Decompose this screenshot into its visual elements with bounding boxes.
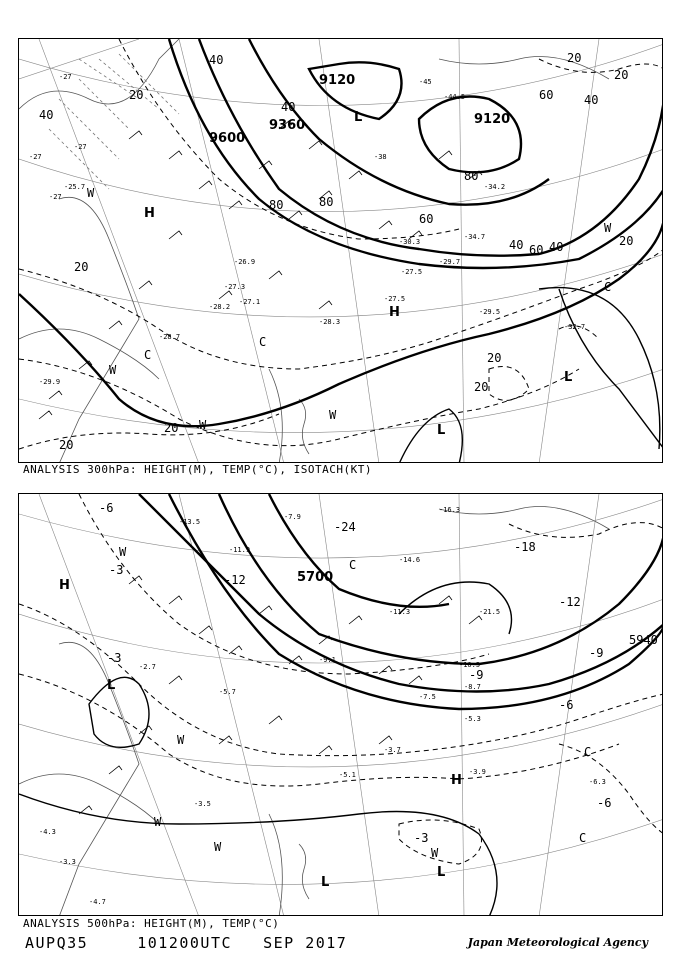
height-label: 5940	[629, 633, 658, 647]
temp-label: -27	[59, 73, 72, 81]
isotach-label: 20	[487, 351, 502, 365]
low-center: L	[437, 423, 446, 438]
coastlines	[19, 507, 612, 917]
isotherm-label: -12	[224, 573, 246, 587]
isotach-label: 20	[474, 380, 489, 394]
temp-label: -27.1	[239, 298, 261, 306]
isotach-label: 60	[419, 212, 434, 226]
chart-500hpa	[18, 493, 663, 916]
temp-label: -29.7	[439, 258, 461, 266]
warm-center: W	[177, 733, 185, 747]
isotherm-label: -3	[107, 651, 122, 665]
height-label: 5700	[297, 570, 334, 585]
isotach-label: 40	[549, 240, 564, 254]
isotach-label: 60	[539, 88, 554, 102]
isotach-label: 80	[269, 198, 284, 212]
isotach-label: 40	[509, 238, 524, 252]
temp-label: -21.5	[479, 608, 501, 616]
caption-300hpa: ANALYSIS 300hPa: HEIGHT(M), TEMP(°C), ISOTACH(KT)	[23, 463, 373, 476]
isotach-label: 20	[619, 234, 634, 248]
temp-label: -3.9	[469, 768, 486, 776]
isotach-label: 40	[209, 53, 224, 67]
isotach-label: 80	[319, 195, 334, 209]
cold-center: C	[259, 335, 267, 349]
low-center: L	[107, 678, 116, 693]
temp-label: -14.6	[399, 556, 421, 564]
isotach-label: 60	[529, 243, 544, 257]
low-center: L	[354, 110, 363, 125]
isotach-label: 40	[39, 108, 54, 122]
chart-300hpa	[18, 38, 663, 463]
cold-center: C	[584, 745, 592, 759]
temp-label: -28.2	[209, 303, 231, 311]
chart-id-line	[25, 934, 347, 952]
isotach-label: 40	[584, 93, 599, 107]
temp-label: -3.5	[194, 800, 211, 808]
cold-center: C	[579, 831, 587, 845]
temp-label: -30.3	[399, 238, 421, 246]
warm-center: W	[604, 221, 612, 235]
warm-center: W	[109, 363, 117, 377]
isotach-label: 80	[464, 169, 479, 183]
low-center: L	[564, 370, 573, 385]
temp-label: -45	[419, 78, 432, 86]
high-center: H	[59, 578, 70, 593]
warm-center: W	[87, 186, 95, 200]
high-center: H	[389, 305, 400, 320]
height-label: 9120	[319, 73, 356, 88]
temp-label: -34.7	[464, 233, 486, 241]
temp-label: -27.5	[401, 268, 423, 276]
map-500hpa-svg	[19, 494, 663, 916]
temp-label: -11.9	[229, 546, 251, 554]
warm-center: W	[214, 840, 222, 854]
temp-label: -29.9	[39, 378, 61, 386]
temp-label: -27	[49, 193, 62, 201]
temp-label: -8.7	[464, 683, 481, 691]
isotherm-label: -24	[334, 520, 356, 534]
isotherm-label: -18	[514, 540, 536, 554]
temp-label: -3.7	[384, 746, 401, 754]
isotach-label: 20	[567, 51, 582, 65]
isotherm-label: -6	[597, 796, 612, 810]
temp-label: -7.9	[284, 513, 301, 521]
high-center: H	[144, 206, 155, 221]
valid-time: 101200UTC	[137, 934, 233, 952]
cold-center: C	[604, 280, 612, 294]
height-label: 9600	[209, 131, 246, 146]
isotach-label: 20	[614, 68, 629, 82]
chart-code: AUPQ35	[25, 934, 89, 952]
temp-label: -16.3	[439, 506, 461, 514]
height-label: 9360	[269, 118, 306, 133]
isotach-label: 20	[164, 421, 179, 435]
temp-label: -4.3	[39, 828, 56, 836]
isotach-label: 40	[281, 100, 296, 114]
cold-center: C	[349, 558, 357, 572]
temp-label: -11.3	[389, 608, 411, 616]
low-center: L	[321, 875, 330, 890]
height-contours	[19, 39, 663, 463]
isotach-label: 20	[59, 438, 74, 452]
isotherm-label: -6	[99, 501, 114, 515]
temp-label: -5.7	[219, 688, 236, 696]
isotherm-labels	[99, 501, 611, 845]
low-center: L	[437, 865, 446, 880]
isotherm-label: -9	[589, 646, 604, 660]
temp-label: -38	[374, 153, 387, 161]
temp-label: -5.1	[339, 771, 356, 779]
temp-label: -6.3	[589, 778, 606, 786]
isotherm-label: -3	[109, 563, 124, 577]
temp-label: -7.5	[419, 693, 436, 701]
isotherm-label: -6	[559, 698, 574, 712]
temp-label: -27.3	[224, 283, 246, 291]
height-label: 9120	[474, 112, 511, 127]
isotherm-label: -9	[469, 668, 484, 682]
temp-label: -27.5	[384, 295, 406, 303]
temp-label: -25.7	[64, 183, 86, 191]
temp-label: -29.5	[479, 308, 501, 316]
warm-center: W	[431, 846, 439, 860]
temp-label: -9.1	[319, 656, 336, 664]
cold-center: C	[144, 348, 152, 362]
pressure-centers	[59, 545, 591, 890]
temp-label: -27	[29, 153, 42, 161]
graticule	[19, 39, 663, 463]
map-300hpa-svg	[19, 39, 663, 463]
warm-center: W	[154, 815, 162, 829]
month-year: SEP 2017	[263, 934, 348, 952]
temp-label: -28.7	[159, 333, 181, 341]
caption-500hpa: ANALYSIS 500hPa: HEIGHT(M), TEMP(°C)	[23, 917, 280, 930]
warm-center: W	[329, 408, 337, 422]
warm-center: W	[199, 418, 207, 432]
agency-name: Japan Meteorological Agency	[467, 936, 648, 949]
isotach-label: 20	[74, 260, 89, 274]
temp-label: -26.9	[234, 258, 256, 266]
temp-label: -10.5	[459, 661, 481, 669]
temp-label: -34.2	[484, 183, 506, 191]
isotach-label: 20	[129, 88, 144, 102]
temp-label: -28.3	[319, 318, 341, 326]
isotherm-label: -12	[559, 595, 581, 609]
height-labels	[297, 570, 658, 647]
temp-label: -4.7	[89, 898, 106, 906]
temp-label: -44.5	[444, 93, 466, 101]
temp-label: -32.7	[564, 323, 586, 331]
high-center: H	[451, 773, 462, 788]
temp-label: -3.3	[59, 858, 76, 866]
temp-label: -27	[74, 143, 87, 151]
temp-label: -5.3	[464, 715, 481, 723]
temp-label: -13.5	[179, 518, 201, 526]
warm-center: W	[119, 545, 127, 559]
isotherm-label: -3	[414, 831, 429, 845]
pressure-centers	[87, 110, 612, 438]
temp-label: -2.7	[139, 663, 156, 671]
